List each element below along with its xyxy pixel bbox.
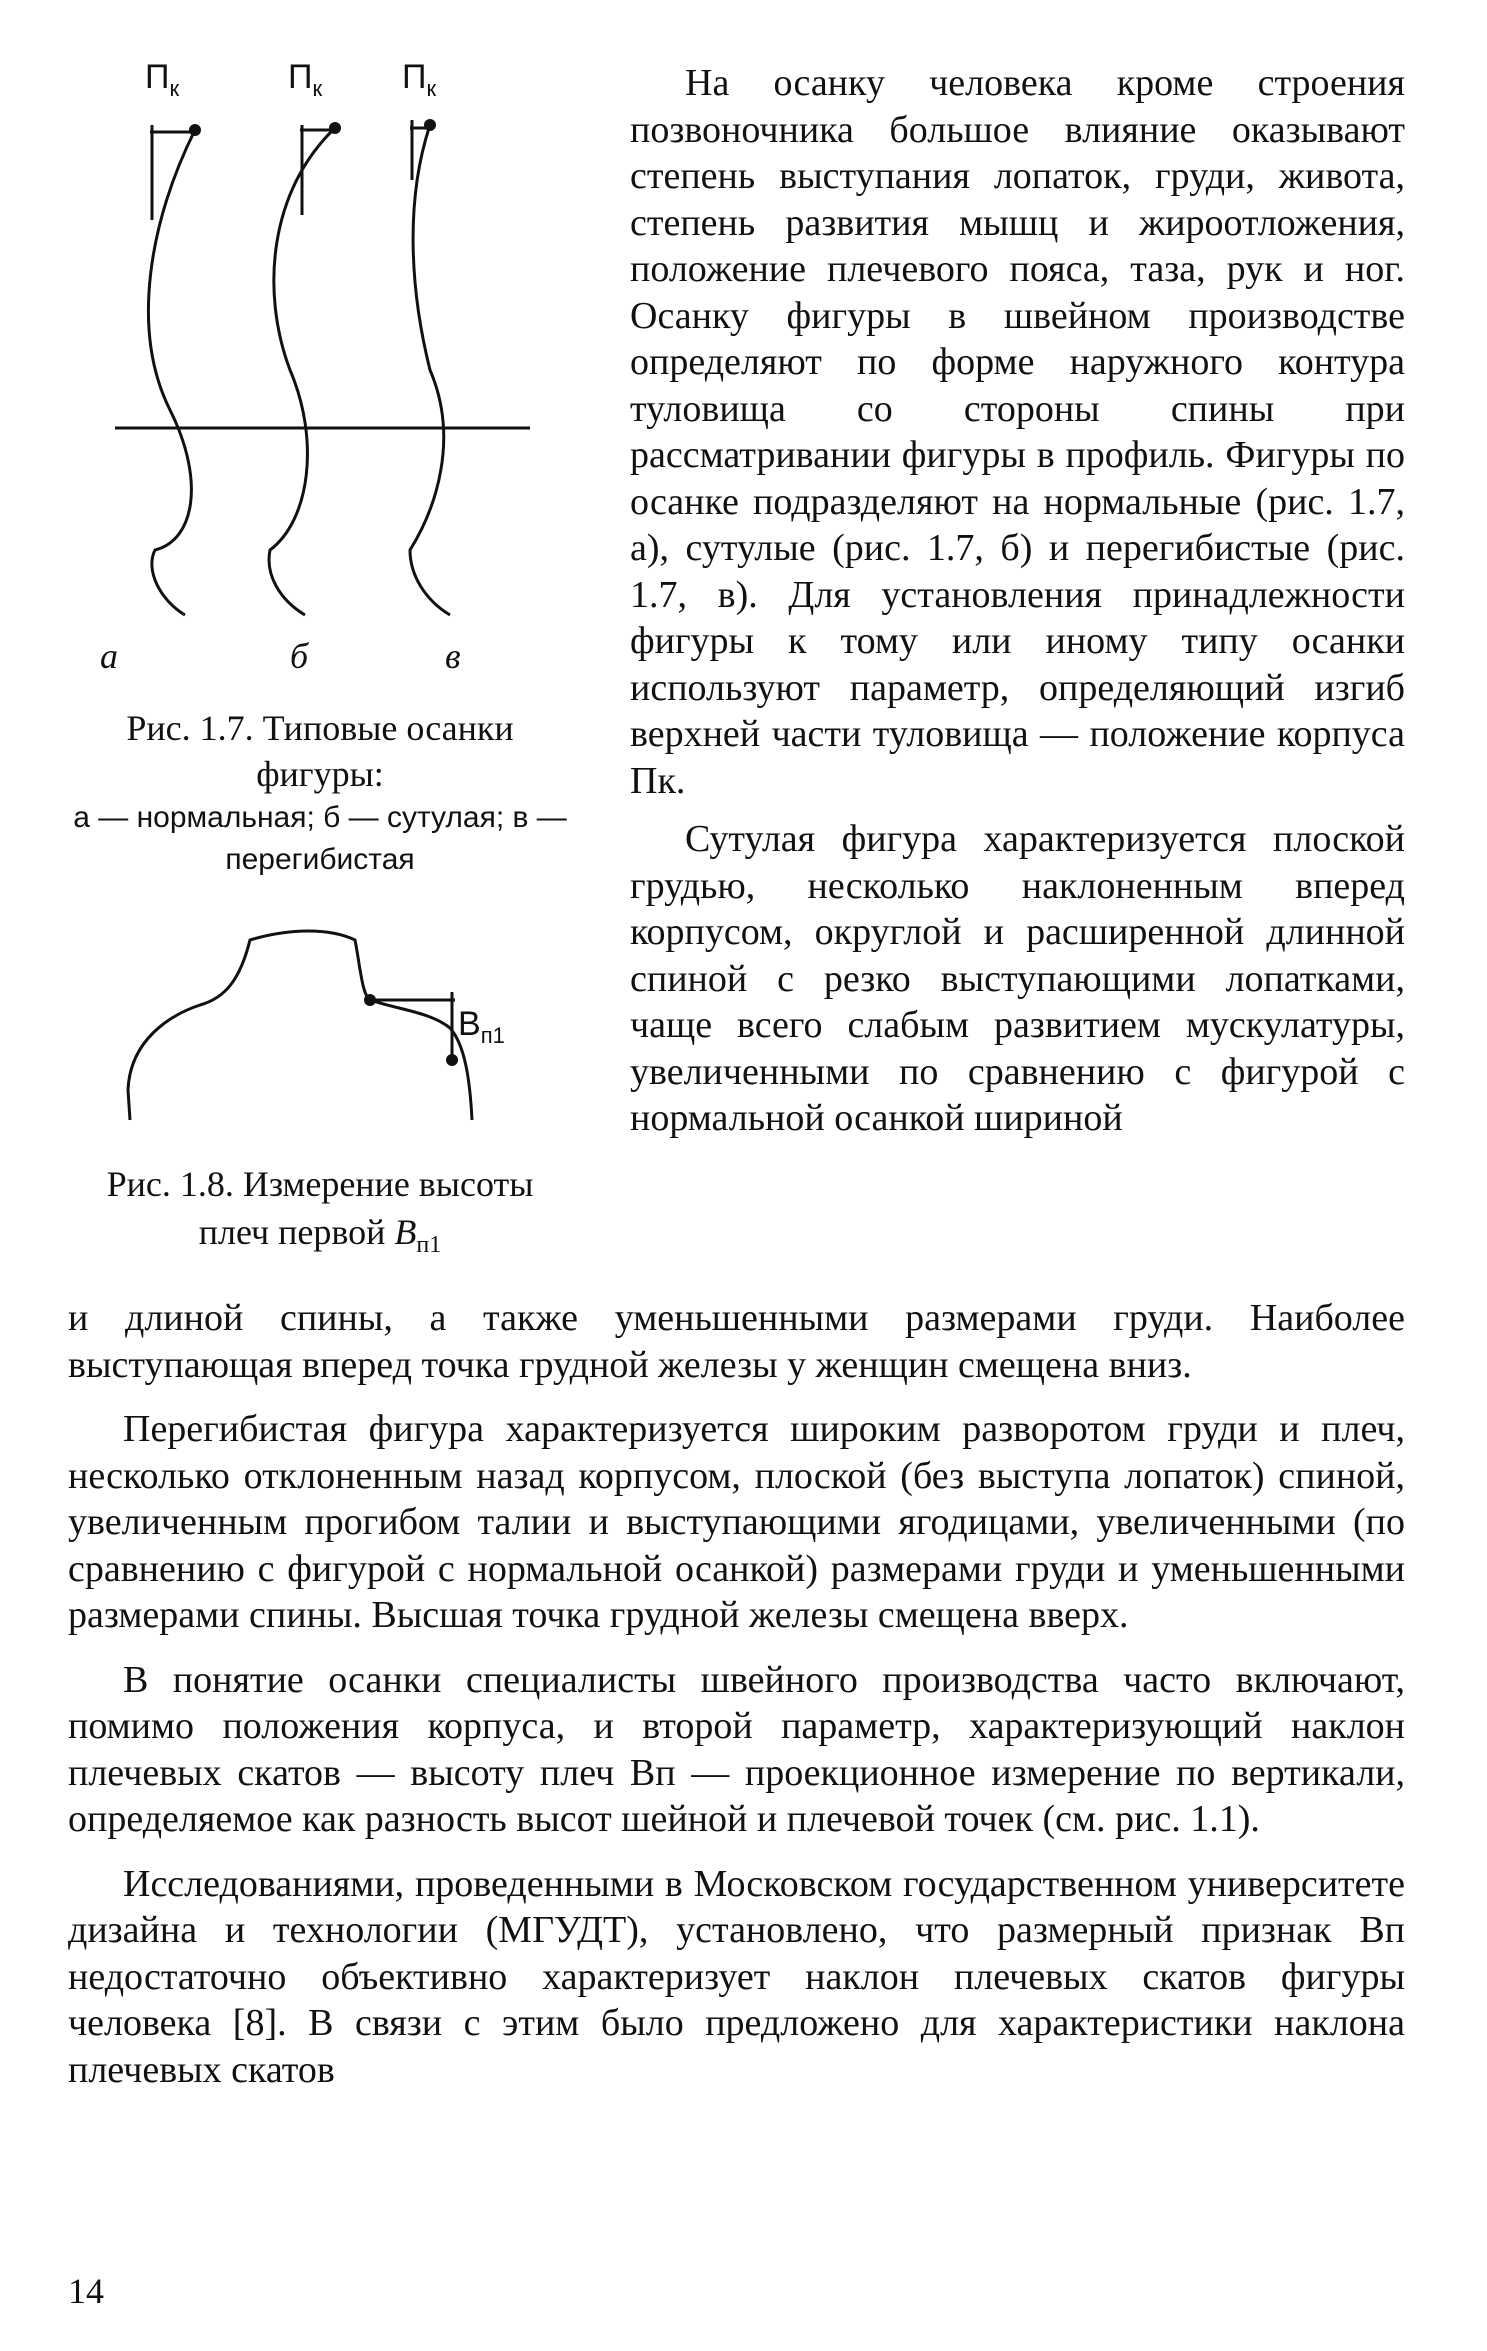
pk-label-c-main: П	[402, 58, 427, 96]
pk-label-a-sub: к	[169, 75, 180, 101]
paragraph-research: Исследованиями, проведенными в Московском государственном университете дизайна и технологии (МГУДТ), установлено, что размерный признак Вп недостаточно объективно характеризует наклон плечевых скатов фигуры человека [8]. В связи с этим было предложено для характеристики наклона плечевых скатов	[68, 1862, 1405, 2091]
paragraph-posture-intro: На осанку человека кроме строения позвоночника большое влияние оказывают степень выступания лопаток, груди, живота, степень развития мышц и жироотложения, положение плечевого пояса, таза, рук и ног. Осанку фигуры в швейном производстве определяют по форме наружного контура туловища со стороны спины при рассматривании фигуры в профиль. Фигуры по осанке подразделяют на нормальные (рис. 1.7, а), сутулые (рис. 1.7, б) и перегибистые (рис. 1.7, в). Для установления принадлежности фигуры к тому или иному типу осанки используют параметр, определяющий изгиб верхней части туловища — положение корпуса Пк.	[630, 62, 1405, 802]
sublabel-c: в	[445, 636, 461, 676]
pk-label-b-main: П	[288, 58, 313, 96]
figure-1-7-caption-title: Рис. 1.7. Типовые осанки фигуры:	[126, 708, 514, 794]
page-number: 14	[68, 2271, 104, 2311]
figure-1-8-caption-symbol: В	[394, 1212, 417, 1252]
pk-label-b	[288, 58, 322, 102]
figure-1-8-caption-text: плеч первой	[198, 1212, 386, 1252]
vp1-label-sub: п1	[480, 1022, 505, 1048]
shoulder-outline-drawing	[100, 920, 580, 1130]
figure-1-8-caption-line1: Рис. 1.8. Измерение высоты	[106, 1164, 534, 1204]
curve-b-point	[329, 122, 341, 134]
sublabel-a: а	[100, 636, 118, 676]
neck-point	[364, 994, 376, 1006]
paragraph-shoulder-height: В понятие осанки специалисты швейного производства часто включают, помимо положения корпуса, и второй параметр, характеризующий наклон плечевых скатов — высоту плеч Вп — проекционное измерение по вертикали, определяемое как разность высот шейной и плечевой точек (см. рис. 1.1).	[68, 1658, 1405, 1840]
curve-c-point	[424, 119, 436, 131]
pk-label-c-sub: к	[426, 75, 437, 101]
paragraph-stooped-end: и длиной спины, а также уменьшенными размерами груди. Наиболее выступающая вперед точка грудной железы у женщин смещена вниз.	[68, 1297, 1405, 1386]
figure-shoulder-height	[100, 920, 580, 1130]
paragraph-arched: Перегибистая фигура характеризуется широким разворотом груди и плеч, несколько отклоненным назад корпусом, плоской (без выступа лопаток) спиной, увеличенным прогибом талии и выступающими ягодицами, увеличенными (по сравнению с фигурой с нормальной осанкой) размерами груди и уменьшенными размерами спины. Высшая точка грудной железы смещена вверх.	[68, 1408, 1405, 1636]
text-column-right	[630, 60, 1405, 1142]
vp1-label-main: В	[458, 1005, 481, 1043]
figure-1-7-caption	[60, 705, 580, 881]
figure-1-7-caption-parts: а — нормальная; б — сутулая; в — перегибистая	[73, 801, 567, 876]
figure-posture-types	[90, 58, 570, 710]
figure-1-8-caption-line2	[60, 1208, 580, 1269]
text-full-width	[68, 1295, 1405, 2093]
vp1-label	[458, 1005, 505, 1049]
curve-c	[410, 125, 450, 615]
shoulder-outline	[128, 931, 472, 1120]
pk-label-b-sub: к	[312, 75, 323, 101]
pk-label-a	[145, 58, 179, 102]
figure-1-8-caption-symbol-sub: п1	[416, 1232, 442, 1259]
shoulder-point	[446, 1054, 458, 1066]
curve-a	[148, 130, 195, 615]
posture-curves-drawing	[90, 70, 570, 630]
pk-label-a-main: П	[145, 58, 170, 96]
pk-label-c	[402, 58, 436, 102]
curve-a-point	[189, 124, 201, 136]
figure-1-8-caption	[60, 1160, 580, 1269]
paragraph-stooped-start: Сутулая фигура характеризуется плоской грудью, несколько наклоненным вперед корпусом, округлой и расширенной длинной спиной с резко выступающими лопатками, чаще всего слабым развитием мускулатуры, увеличенными по сравнению с фигурой с нормальной осанкой шириной	[630, 818, 1405, 1139]
sublabel-b: б	[290, 636, 309, 676]
